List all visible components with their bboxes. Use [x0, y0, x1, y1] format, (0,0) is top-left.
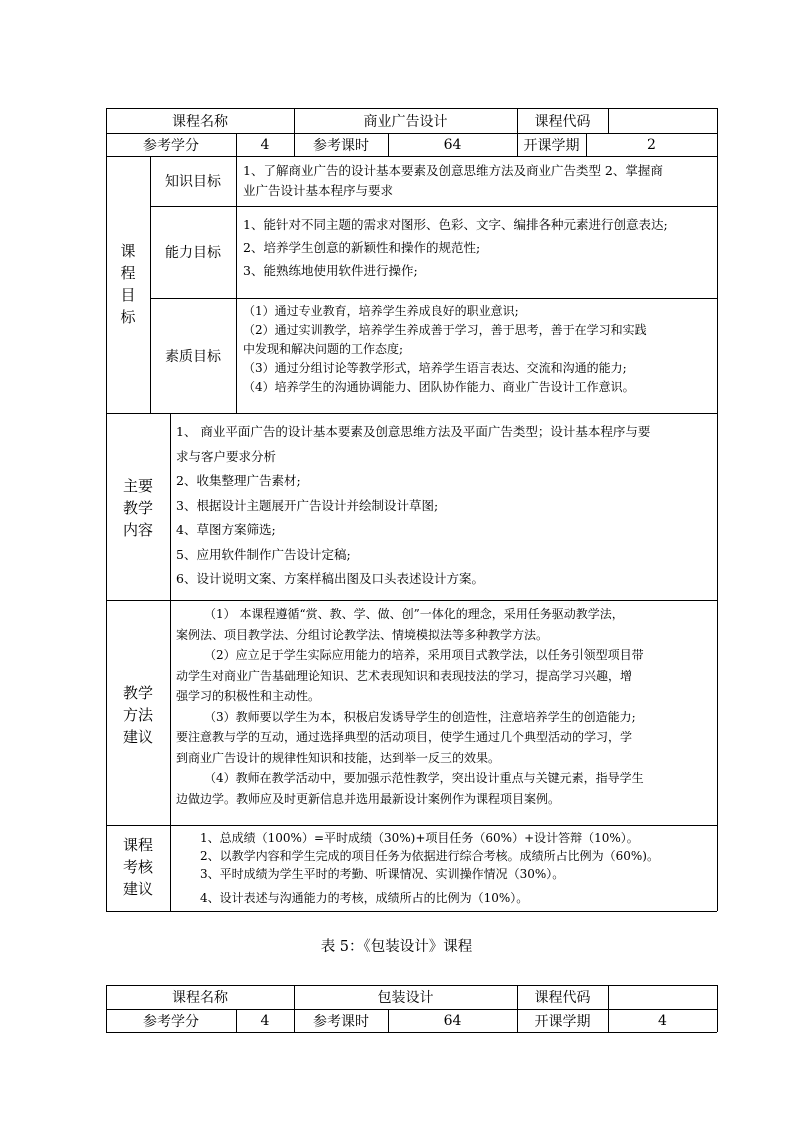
text-line: （1）通过专业教育，培养学生养成良好的职业意识;	[243, 304, 519, 318]
assessment-section-label	[106, 834, 170, 900]
semester-value: 2	[647, 136, 656, 153]
semester-value: 4	[658, 1012, 667, 1029]
text-line: 3、能熟练地使用软件进行操作;	[243, 263, 418, 278]
text-line: 强学习的积极性和主动性。	[176, 689, 321, 703]
objectives-section-label	[106, 240, 150, 328]
text-line: 4、草图方案筛选;	[176, 522, 276, 537]
text-line: 求与客户要求分析	[176, 448, 277, 464]
text-line: 1、能针对不同主题的需求对图形、色彩、文字、编排各种元素进行创意表达;	[243, 217, 668, 232]
semester-label: 开课学期	[534, 1013, 591, 1030]
text-line: 到商业广告设计的规律性知识和技能，达到举一反三的效果。	[176, 750, 501, 765]
text-line: 动学生对商业广告基础理论知识、艺术表现知识和表现技法的学习，提高学习兴趣，增	[176, 668, 633, 683]
label-line: 考核	[122, 858, 153, 876]
ability-objective-text	[243, 213, 668, 282]
text-line: 1、了解商业广告的设计基本要素及创意思维方法及商业广告类型 2、掌握商	[243, 163, 663, 178]
label-line: 建议	[122, 880, 153, 898]
semester-label: 开课学期	[523, 137, 580, 154]
objectives-label-char: 目	[120, 286, 136, 304]
text-line: 边做边学。教师应及时更新信息并选用最新设计案例作为课程项目案例。	[176, 791, 561, 806]
course-code-label: 课程代码	[534, 990, 591, 1006]
text-line: 2、培养学生创意的新颖性和操作的规范性;	[243, 240, 481, 255]
text-line: 中发现和解决问题的工作态度;	[243, 342, 404, 356]
course-code-value	[608, 985, 717, 1009]
label-line: 课程	[122, 836, 153, 854]
label-line: 内容	[122, 521, 153, 539]
objectives-label-char: 课	[120, 242, 136, 260]
course-name-label: 课程名称	[172, 990, 228, 1006]
content-text	[176, 420, 650, 592]
text-line: （3）教师要以学生为本，积极启发诱导学生的创造性，注意培养学生的创造能力;	[204, 709, 636, 724]
text-line: 要注意教与学的互动，通过选择典型的活动项目，使学生通过几个典型活动的学习，学	[176, 730, 633, 744]
hours-value: 64	[443, 136, 462, 153]
ability-objective-label: 能力目标	[165, 245, 221, 261]
label-line: 主要	[122, 477, 153, 495]
objectives-label-char: 标	[120, 308, 136, 326]
label-line: 教学	[122, 499, 153, 517]
quality-objective-label: 素质目标	[165, 348, 221, 365]
credit-value: 4	[260, 1012, 270, 1029]
hours-label: 参考课时	[313, 1013, 369, 1030]
hours-label: 参考课时	[313, 137, 369, 154]
course-name-label: 课程名称	[172, 113, 228, 130]
text-line: 6、设计说明文案、方案样稿出图及口头表述设计方案。	[176, 571, 484, 586]
text-line: 案例法、项目教学法、分组讨论教学法、情境模拟法等多种教学方法。	[176, 627, 549, 642]
credit-label: 参考学分	[143, 137, 199, 154]
label-line: 教学	[122, 684, 153, 702]
knowledge-objective-label: 知识目标	[165, 174, 221, 190]
course-code-value	[608, 108, 717, 133]
table-caption: 表 5：《包装设计》课程	[320, 939, 473, 955]
course-name-value: 包装设计	[377, 990, 434, 1006]
text-line: 3、根据设计主题展开广告设计并绘制设计草图;	[176, 497, 439, 513]
text-line: 3、平时成绩为学生平时的考勤、听课情况、实训操作情况（30%）。	[200, 867, 565, 881]
text-line: （3）通过分组讨论等教学形式，培养学生语言表达、交流和沟通的能力;	[243, 361, 627, 375]
label-line: 方法	[122, 706, 153, 724]
methods-section-label	[106, 682, 170, 748]
text-line: 2、收集整理广告素材;	[176, 473, 301, 488]
text-line: 业广告设计基本程序与要求	[243, 183, 394, 198]
course-code-label: 课程代码	[534, 113, 591, 130]
assessment-text	[200, 829, 659, 907]
text-line: 2、以教学内容和学生完成的项目任务为依据进行综合考核。成绩所占比例为（60%)。	[200, 849, 659, 863]
course-name-value: 商业广告设计	[363, 113, 448, 130]
content-section-label	[106, 475, 170, 541]
text-line: 1、 商业平面广告的设计基本要素及创意思维方法及平面广告类型；设计基本程序与要	[176, 424, 651, 439]
text-line: （2）通过实训教学，培养学生养成善于学习，善于思考，善于在学习和实践	[243, 323, 647, 337]
objectives-label-char: 程	[120, 264, 136, 282]
credit-label: 参考学分	[143, 1013, 199, 1030]
text-line: 4、设计表述与沟通能力的考核，成绩所占的比例为（10%）。	[200, 891, 529, 905]
credit-value: 4	[260, 136, 270, 153]
text-line: 5、应用软件制作广告设计定稿;	[176, 546, 351, 562]
quality-objective-text	[243, 302, 647, 397]
text-line: 1、总成绩（100%）=平时成绩（30%)+项目任务（60%）+设计答辩（10%）。	[200, 831, 639, 845]
text-line: （1） 本课程遵循“赏、教、学、做、创”一体化的理念，采用任务驱动教学法，	[204, 607, 624, 621]
hours-value: 64	[443, 1012, 462, 1029]
label-line: 建议	[122, 728, 153, 746]
knowledge-objective-text	[243, 161, 663, 201]
text-line: （4）教师在教学活动中，要加强示范性教学，突出设计重点与关键元素，指导学生	[204, 771, 644, 785]
text-line: （4）培养学生的沟通协调能力、团队协作能力、商业广告设计工作意识。	[243, 380, 635, 394]
text-line: （2）应立足于学生实际应用能力的培养，采用项目式教学法，以任务引领型项目带	[204, 648, 644, 662]
methods-text	[176, 604, 644, 809]
